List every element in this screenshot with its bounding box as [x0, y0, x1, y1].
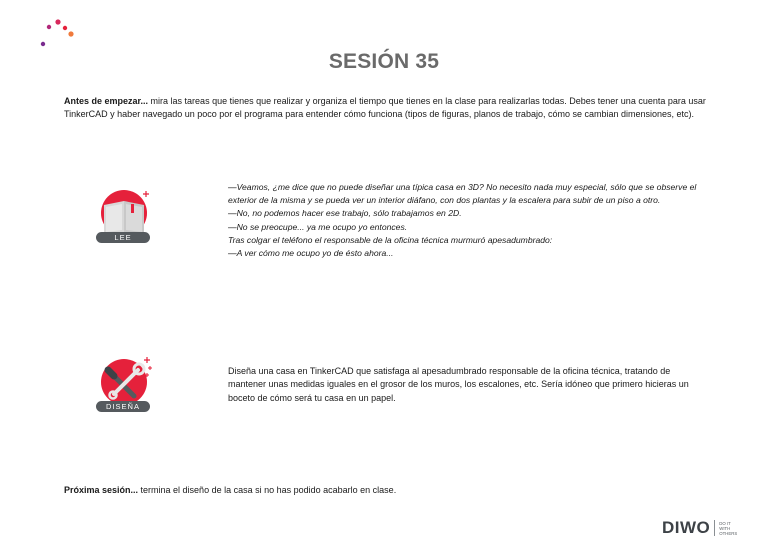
logo-tagline-line: WITH — [719, 525, 731, 531]
read-story — [228, 181, 718, 260]
next-session-note — [64, 484, 664, 497]
logo-divider — [714, 520, 715, 536]
intro-paragraph — [64, 95, 714, 121]
logo-word: DIWO — [662, 518, 711, 537]
story-line: —Veamos, ¿me dice que no puede diseñar una típica casa en 3D? No necesito nada muy especial, sólo que se observe el exterior de la misma y se pueda ver un interior diáfano, con dos plantas y la escalera para subir de un piso a otro. — [228, 182, 697, 206]
design-task: Diseña una casa en TinkerCAD que satisfaga al apesadumbrado responsable de la oficina técnica, tratando de mantener unas medidas iguales en el grosor de los muros, los escalones, etc. Sería idóneo que primero hicieras un boceto de cómo será tu casa en un papel. — [228, 366, 689, 403]
story-line: —No se preocupe... ya me ocupo yo entonces. — [228, 221, 408, 232]
logo-tagline-line: DO IT — [719, 520, 731, 526]
diwo-logo — [662, 517, 745, 539]
design-badge — [94, 352, 158, 412]
intro-text: mira las tareas que tienes que realizar y organiza el tiempo que tienes en la clase para realizarlas todas. Debes tener una cuenta para usar TinkerCAD y haber navegado un poco por el programa para entender cómo funciona (tipos de figuras, planos de trabajo, cómo se cambian dimensiones, etc). — [64, 96, 706, 119]
logo-tagline — [719, 521, 745, 536]
design-label: DISEÑA — [96, 401, 150, 412]
logo-tagline-line: OTHERS — [719, 530, 738, 536]
story-line: —No, no podemos hacer ese trabajo, sólo trabajamos en 2D. — [228, 208, 462, 219]
footer-text: termina el diseño de la casa si no has podido acabarlo en clase. — [138, 485, 397, 495]
page-title: SESIÓN 35 — [328, 50, 440, 73]
read-badge — [94, 183, 158, 243]
story-line: —A ver cómo me ocupo yo de ésto ahora... — [228, 248, 394, 259]
story-line: Tras colgar el teléfono el responsable de la oficina técnica murmuró apesadumbrado: — [228, 234, 553, 245]
intro-lead: Antes de empezar... — [64, 96, 149, 106]
read-label: LEE — [96, 232, 150, 243]
decorative-dots-icon — [36, 18, 80, 52]
footer-lead: Próxima sesión... — [64, 485, 139, 495]
